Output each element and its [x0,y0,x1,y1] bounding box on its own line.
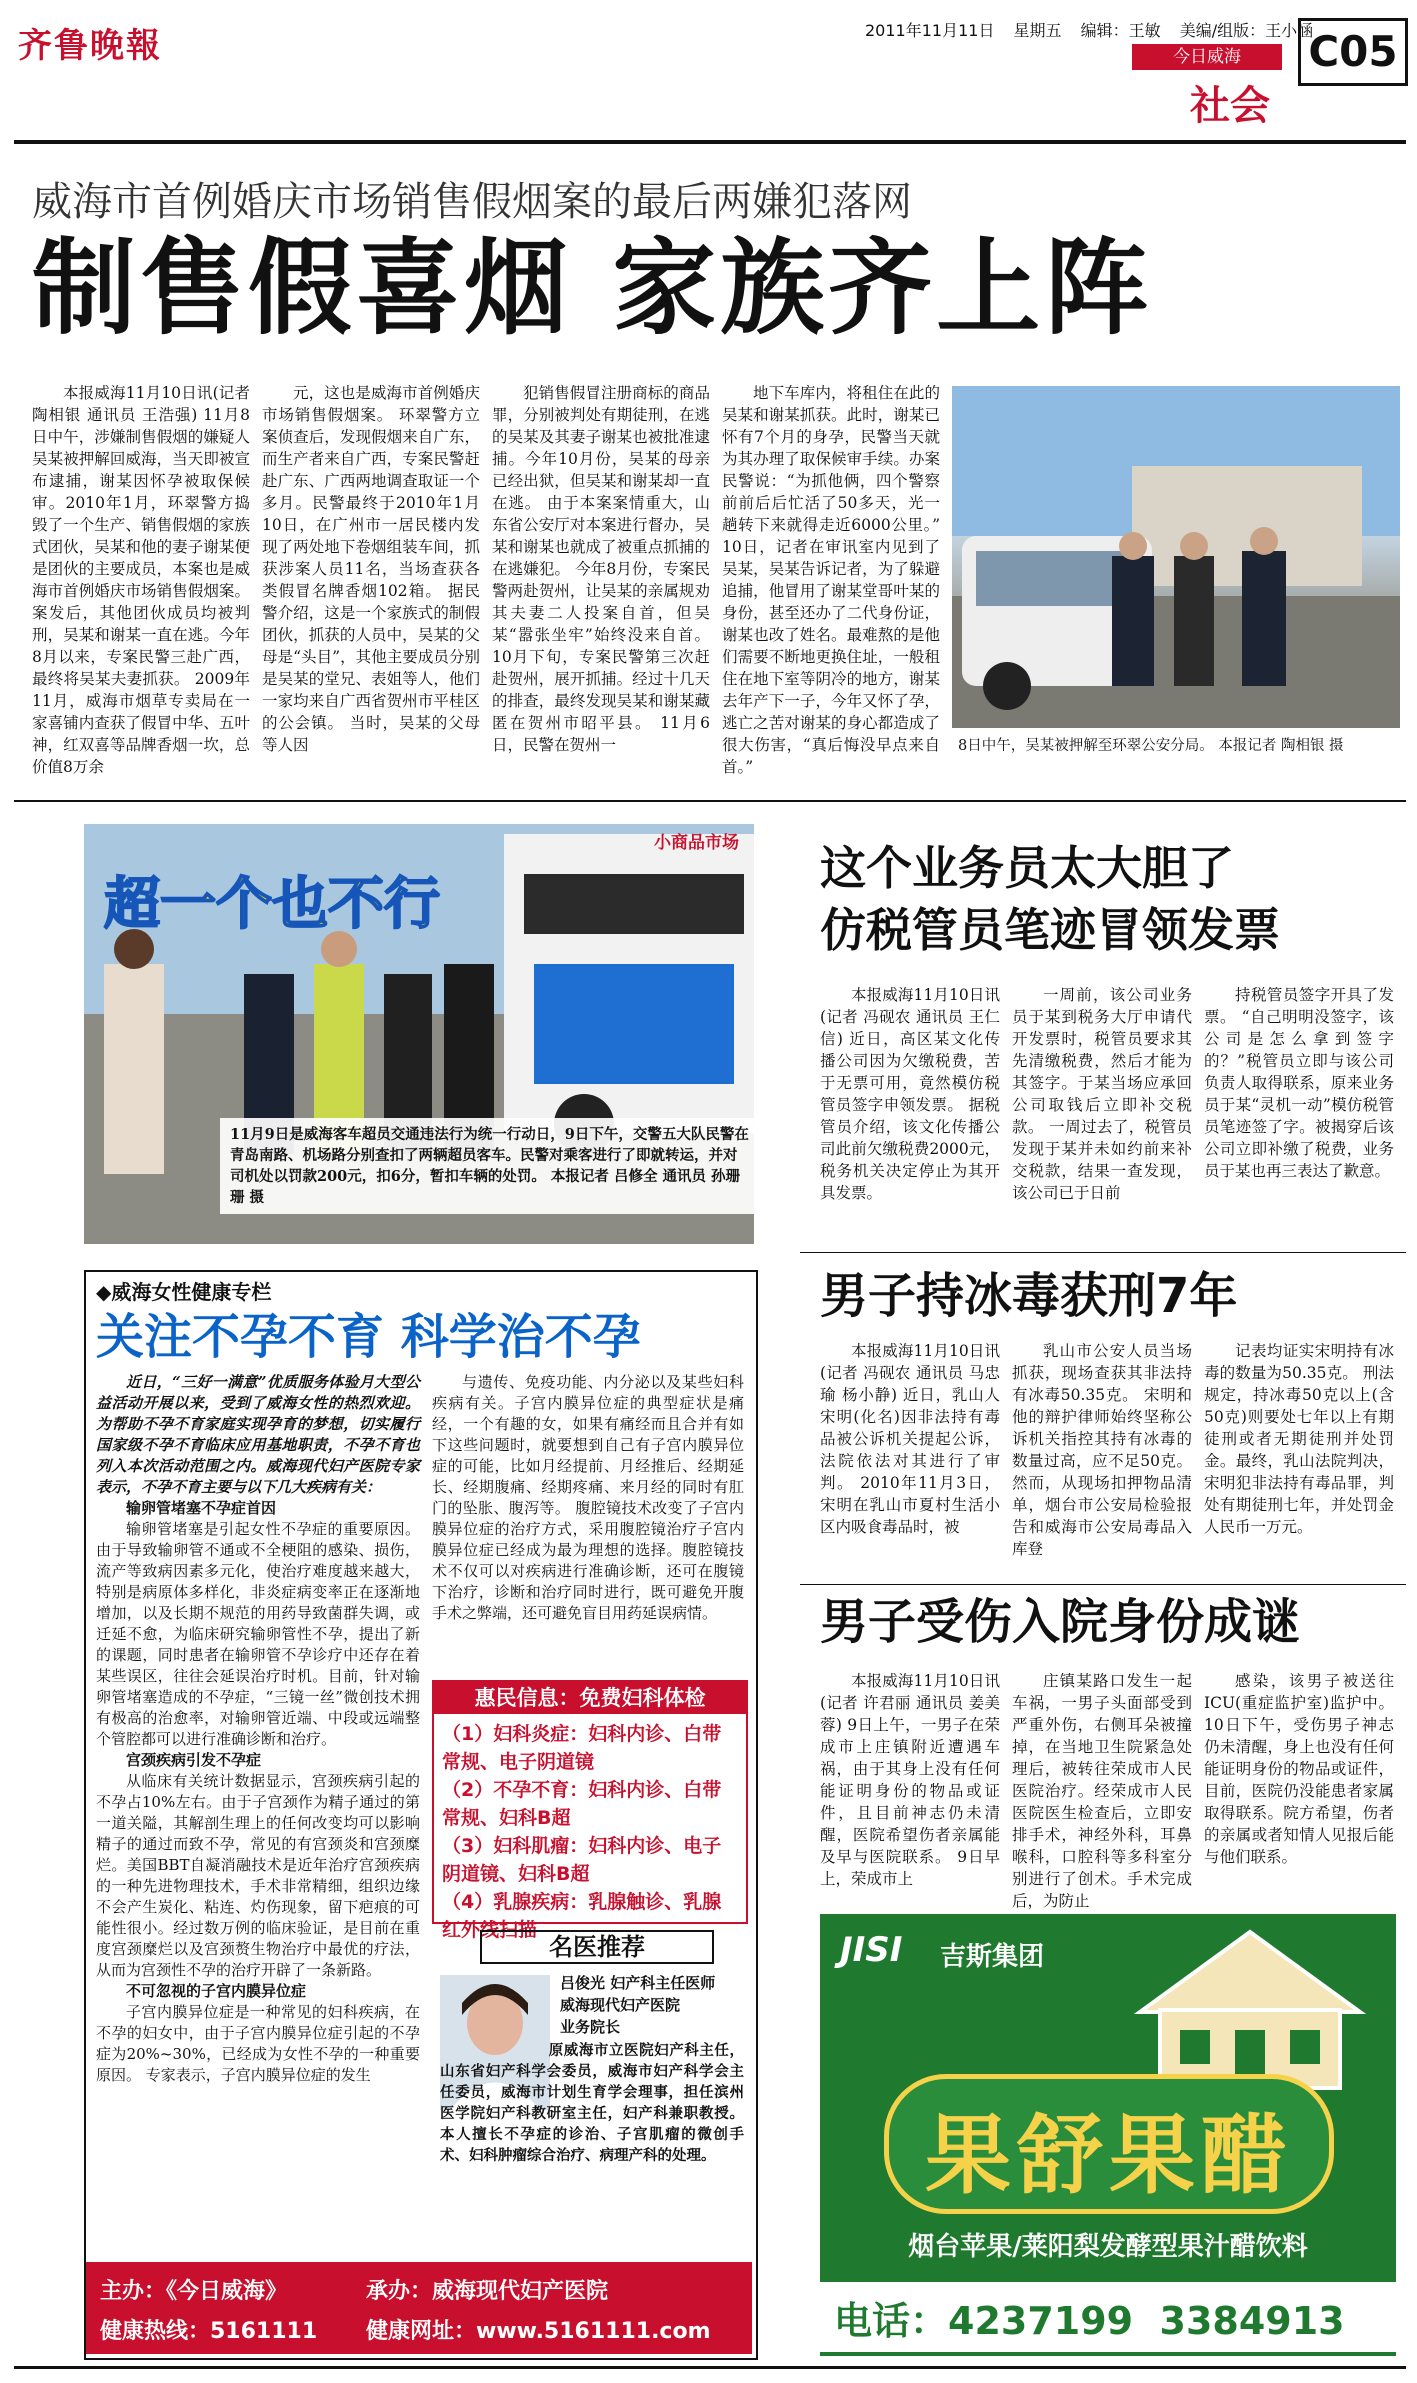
section-divider [800,1252,1406,1253]
bottom-rule [14,2366,1406,2369]
lead-text: 地下车库内，将租住在此的吴某和谢某抓获。此时，谢某已怀有7个月的身孕，民警当天就为其办理了取保候审手续。办案民警说：“为抓他俩，四个警察前前后后忙活了50多天，光一趟转下来就得走近6000公里。” 10日，记者在审讯室内见到了吴某，吴某告诉记者，为了躲避追捕，他冒用了谢某堂哥叶某的身份，甚至还办了二代身份证，谢某也改了姓名。最难熬的是他们需要不断地更换住址，一般租住在地下室等阴冷的地方，谢某去年产下一子，今年又怀了孕，逃亡之苦对谢某的身心都造成了很大伤害，“真后悔没早点来自首。” [722,384,940,776]
drug-column-2 [1012,1340,1192,1580]
promo-box [432,1680,748,1941]
doctor-bio: 原威海市立医院妇产科主任，山东省妇产科学会委员，威海市妇产科学会主任委员，威海市计划生育学会理事，担任滨州医学院妇产科教研室主任，妇产科兼职教授。本人擅长不孕症的诊治、子宫肌瘤的微创手术、妇科肿瘤综合治疗、病理产科的处理。 [440,2042,744,2164]
lead-photo [952,386,1400,728]
injury-text: 感染，该男子被送往ICU(重症监护室)监护中。 10日下午，受伤男子神志仍未清醒，身上也没有任何能证明身份的物品或证件，目前，医院仍没能患者家属取得联系。院方希望，伤者的亲属或者知情人见报后能与他们联系。 [1204,1672,1394,1866]
promo-item: （2）不孕不育：妇科内诊、白带常规、妇科B超 [442,1779,722,1829]
health-subhead: 输卵管堵塞不孕症首因 [126,1499,277,1517]
tax-column-3 [1204,984,1394,1234]
section-tag: 今日威海 [1132,44,1282,70]
health-text: 输卵管堵塞是引起女性不孕症的重要原因。由于导致输卵管不通或不全梗阻的感染、损伤，流产等致病因素多元化，使治疗难度越来越大，特别是病原体多样化，非炎症病变率正在逐渐地增加，以及长期不规范的用药导致菌群失调，或迁延不愈，为临床研究输卵管性不孕，提出了新的课题，同时患者在输卵管不孕诊疗中还存在着某些误区，往往会延误治疗时机。目前，针对输卵管堵塞造成的不孕症，“三镜一丝”微创技术拥有极高的治愈率，对输卵管近端、中段或远端整个管腔都可以进行准确诊断和治疗。 [96,1520,420,1748]
health-subhead: 宫颈疾病引发不孕症 [126,1751,262,1769]
injury-column-2 [1012,1670,1192,1910]
footer-co-host: 承办：威海现代妇产医院 [366,2279,609,2304]
ad-brand-name: 吉斯集团 [940,1942,1045,1972]
tax-headline-1: 这个业务员太大胆了 [820,841,1234,895]
drug-text: 乳山市公安人员当场抓获，现场查获其非法持有冰毒50.35克。 宋明和他的辩护律师始终坚称公诉机关指控其持有冰毒的数量过高，应不足50克。然而，从现场扣押物品清单，烟台市公安局检验报告和威海市公安局毒品入库登 [1012,1342,1192,1558]
promo-title: 惠民信息：免费妇科体检 [434,1682,746,1714]
lead-column-1 [32,382,250,782]
page-number: C05 [1298,18,1408,86]
traffic-photo-caption: 11月9日是威海客车超员交通违法行为统一行动日，9日下午，交警五大队民警在青岛南路、机场路分别查扣了两辆超员客车。民警对乘客进行了即就转运，并对司机处以罚款200元，扣6分，暂扣车辆的处罚。 本报记者 吕修全 通讯员 孙珊珊 摄 [220,1118,760,1214]
editor-credit: 编辑：王敏 [1080,21,1161,40]
promo-item: （4）乳腺疾病：乳腺触诊、乳腺红外线扫描 [442,1891,722,1941]
injury-column-3 [1204,1670,1394,1896]
bus-destination-sign: 小商品市场 [654,833,739,853]
issue-weekday: 星期五 [1013,21,1062,40]
promo-item: （3）妇科肌瘤：妇科内诊、电子阴道镜、妇科B超 [442,1835,722,1885]
issue-date: 2011年11月11日 [865,21,995,40]
promo-list [434,1714,746,1950]
health-text: 子宫内膜异位症是一种常见的妇科疾病，在不孕的妇女中，由于子宫内膜异位症引起的不孕症为20%~30%，已经成为女性不孕的一种重要原因。 专家表示，子宫内膜异位症的发生 [96,2003,420,2084]
tax-text: 持税管员签字开具了发票。 “自己明明没签字，该公司是怎么拿到签字的？”税管员立即与该公司负责人取得联系，原来业务员于某“灵机一动”模仿税管员笔迹签了字。被揭穿后该公司立即补缴了税费，业务员于某也再三表达了歉意。 [1204,986,1394,1180]
health-column-tag: ◆威海女性健康专栏 [96,1280,272,1304]
health-text: 与遗传、免疫功能、内分泌以及某些妇科疾病有关。子宫内膜异位症的典型症状是痛经，一个有趣的女，如果有痛经而且合并有如下这些问题时，就要想到自己有子宫内膜异位症的可能，比如月经提前、月经推后、经期延长、经期腹痛、经期疼痛、来月经的同时有肛门的坠胀、腹泻等。 腹腔镜技术改变了子宫内膜异位症的治疗方式，采用腹腔镜治疗子宫内膜异位症已经成为最为理想的选择。腹腔镜技术不仅可以对疾病进行准确诊断，还可在腹镜下治疗，诊断和治疗同时进行，既可避免开腹手术之弊端，还可避免盲目用药延误病情。 [432,1373,744,1622]
section-divider [800,1584,1406,1585]
design-credit: 美编/组版：王小涵 [1179,21,1314,40]
injury-text: 本报威海11月10日讯(记者 许君丽 通讯员 姜美蓉) 9日上午，一男子在荣成市上庄镇附近遭遇车祸，由于其身上没有任何能证明身份的物品或证件，且目前神志仍未清醒，医院希望伤者亲属能及早与医院联系。 9日早上，荣成市上 [820,1672,1000,1888]
ad-phone: 电话：4237199 3384913 [834,2299,1345,2343]
health-column-2 [432,1372,744,1670]
health-subhead: 不可忽视的子宫内膜异位症 [126,1982,307,2000]
tax-headline-2: 仿税管员笔迹冒领发票 [820,903,1280,957]
drug-headline: 男子持冰毒获刑7年 [820,1268,1238,1324]
drug-text: 本报威海11月10日讯(记者 冯砚农 通讯员 马忠瑜 杨小静) 近日，乳山人宋明(化名)因非法持有毒品被公诉机关提起公诉，法院依法对其进行了审判。 2010年11月3日，宋明在乳山市夏村生活小区内吸食毒品时，被 [820,1342,1000,1536]
ad-tagline: 烟台苹果/莱阳梨发酵型果汁醋饮料 [908,2232,1308,2262]
doctor-role: 业务院长 [560,2018,621,2036]
tax-column-1 [820,984,1000,1234]
newspaper-logo: 齐鲁晚報 [18,26,162,66]
drug-column-1 [820,1340,1000,1580]
footer-website: 健康网址：www.5161111.com [366,2319,711,2344]
lead-column-4 [722,382,940,782]
section-name: 社会 [1190,83,1270,129]
drug-text: 记表均证实宋明持有冰毒的数量为50.35克。 刑法规定，持冰毒50克以上(含50克)则要处七年以上有期徒刑或者无期徒刑并处罚金。最终，乳山法院判决，宋明犯非法持有毒品罪，判处有期徒刑七年，并处罚金人民币一万元。 [1204,1342,1394,1536]
doctor-info [560,1972,746,2038]
doctor-box-title: 名医推荐 [480,1930,714,1964]
lead-text: 犯销售假冒注册商标的商品罪，分别被判处有期徒刑，在逃的吴某及其妻子谢某也被批准逮捕。今年10月份，吴某的母亲已经出狱，但吴某和谢某却一直在逃。 由于本案案情重大，山东省公安厅对本案进行督办，吴某和谢某也就成了被重点抓捕的在逃嫌犯。 今年8月份，专案民警两赴贺州，让吴某的亲属规劝其夫妻二人投案自首，但吴某“嚣张坐牢”始终没来自首。10月下旬，专案民警第三次赶赴贺州，展开抓捕。经过十几天的排查，最终发现吴某和谢某藏匿在贺州市昭平县。 11月6日，民警在贺州一 [492,384,710,754]
lead-text: 元，这也是威海市首例婚庆市场销售假烟案。 环翠警方立案侦查后，发现假烟来自广东，而生产者来自广西，专案民警赶赴广东、广西两地调查取证一个多月。民警最终于2010年1月10日，在广州市一居民楼内发现了两处地下卷烟组装车间，抓获涉案人员11名，当场查获各类假冒名牌香烟102箱。 据民警介绍，这是一个家族式的制假团伙，抓获的人员中，吴某的父母是“头目”，其他主要成员分别是吴某的堂兄、表姐等人，他们一家均来自广西省贺州市平桂区的公会镇。 当时，吴某的父母等人因 [262,384,480,754]
doctor-bio-block [440,2040,744,2250]
injury-text: 庄镇某路口发生一起车祸，一男子头面部受到严重外伤，右侧耳朵被撞掉，在当地卫生院紧急处理后，被转往荣成市人民医院治疗。经荣成市人民医院医生检查后，立即安排手术，神经外科，耳鼻喉科，口腔科等多科室分别进行了创术。手术完成后，为防止 [1012,1672,1192,1910]
date-line [865,18,1327,41]
lead-column-2 [262,382,480,782]
lead-headline: 制售假喜烟 家族齐上阵 [32,227,1153,349]
lead-subtitle: 威海市首例婚庆市场销售假烟案的最后两嫌犯落网 [32,179,912,225]
injury-column-1 [820,1670,1000,1896]
traffic-overlay-title: 超一个也不行 [104,872,440,937]
lead-photo-caption: 8日中午，吴某被押解至环翠公安分局。 本报记者 陶相银 摄 [958,738,1344,754]
doctor-name: 吕俊光 妇产科主任医师 [560,1974,716,1992]
house-icon [1120,1922,1380,2092]
lead-column-3 [492,382,710,782]
lead-text: 本报威海11月10日讯(记者 陶相银 通讯员 王浩强) 11月8日中午，涉嫌制售假烟的嫌疑人吴某被押解回威海，当天即被宣布逮捕，谢某因怀孕被取保候审。2010年1月，环翠警方捣毁了一个生产、销售假烟的家族式团伙，吴某和他的妻子谢某便是团伙的主要成员，本案也是威海市首例婚庆市场销售假烟案。案发后，其他团伙成员均被判刑，吴某和谢某一直在逃。今年8月以来，专案民警三赴广西，最终将吴某夫妻抓获。 2009年11月，威海市烟草专卖局在一家喜铺内查获了假冒中华、五叶神，红双喜等品牌香烟一坎，总价值8万余 [32,384,250,776]
health-footer [86,2262,752,2354]
promo-item: （1）妇科炎症：妇科内诊、白带常规、电子阴道镜 [442,1723,722,1773]
health-intro: 近日，“三好一满意”优质服务体验月大型公益活动开展以来，受到了威海女性的热烈欢迎。为帮助不孕不育家庭实现孕育的梦想，切实履行国家级不孕不育临床应用基地职责，不孕不育也列入本次活动范围之内。威海现代妇产医院专家表示，不孕不育主要与以下几大疾病有关： [96,1373,420,1496]
health-headline: 关注不孕不育 科学治不孕 [96,1309,641,1365]
footer-host: 主办：《今日威海》 [100,2279,288,2304]
drug-column-3 [1204,1340,1394,1580]
tax-text: 一周前，该公司业务员于某到税务大厅申请代开发票时，税管员要求其先清缴税费，然后才能为其签字。于某当场应承回公司取钱后立即补交税款。 一周过去了，税管员发现于某并未如约前来补交税款，结果一查发现，该公司已于日前 [1012,986,1192,1202]
health-text: 从临床有关统计数据显示，宫颈疾病引起的不孕占10%左右。由于子宫颈作为精子通过的第一道关隘，其解剖生理上的任何改变均可以影响精子的通过而致不孕，常见的有宫颈炎和宫颈糜烂。美国BBT自凝消融技术是近年治疗宫颈疾病的一种先进物理技术，手术非常精细，组织边缘不会产生炭化、粘连、灼伤现象，留下疤痕的可能性很小。经过数万例的临床验证，是目前在重度宫颈糜烂以及宫颈赘生物治疗中最优的疗法，从而为宫颈性不孕的治疗开辟了一条新路。 [96,1772,420,1979]
section-divider [14,800,1406,802]
tax-column-2 [1012,984,1192,1234]
footer-hotline: 健康热线：5161111 [100,2319,318,2344]
injury-headline: 男子受伤入院身份成谜 [820,1594,1301,1650]
ad-product-name: 果舒果醋 [925,2106,1293,2206]
doctor-org: 威海现代妇产医院 [560,1996,681,2014]
top-rule [14,140,1406,144]
arrest-scene-illustration [952,386,1400,728]
ad-brand-logo: JISI [840,1930,903,1970]
tax-text: 本报威海11月10日讯(记者 冯砚农 通讯员 王仁信) 近日，高区某文化传播公司因为欠缴税费，苦于无票可用，竟然模仿税管员签字申领发票。 据税管员介绍，该文化传播公司此前欠缴税费2000元，税务机关决定停止为其开具发票。 [820,986,1000,1202]
advertisement [820,1914,1396,2356]
health-column-1 [96,1372,420,2252]
